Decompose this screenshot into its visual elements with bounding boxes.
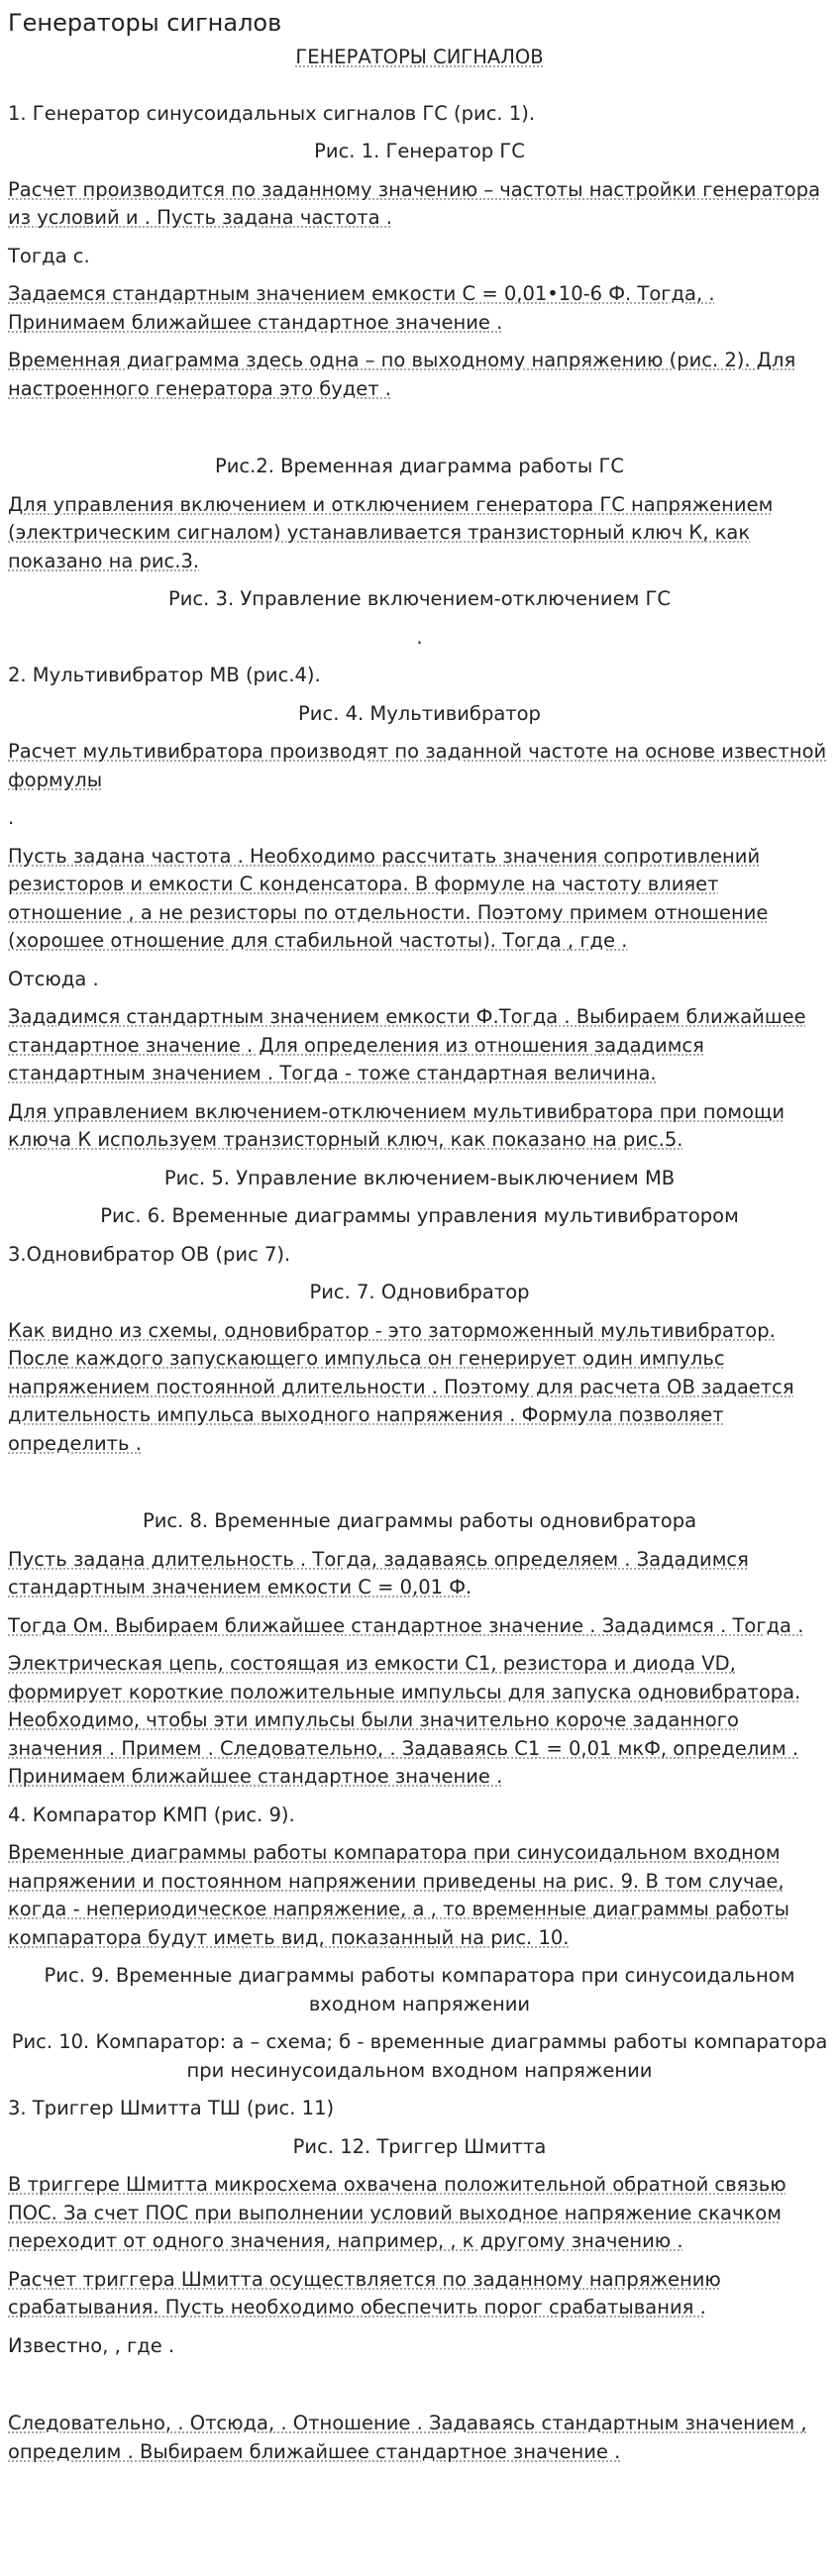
paragraph: В триггере Шмитта микросхема охвачена положительной обратной связью ПОС. За счет ПОС при выполнении условий выходное напряжение скачком переходит от одного значения, например, , к другому значению . [8, 2173, 787, 2252]
figure-caption: Рис. 12. Триггер Шмитта [292, 2134, 547, 2158]
paragraph: Временные диаграммы работы компаратора при синусоидальном входном напряжении и постоянном напряжении приведены на рис. 9. В том случае, когда - непериодическое напряжение, а , то временные диаграммы работы компаратора будут иметь вид, показанный на рис. 10. [8, 1841, 789, 1949]
paragraph: 2. Мультивибратор МВ (рис.4). [8, 664, 321, 686]
paragraph: Для управления включением и отключением генератора ГС напряжением (электрическим сигналом) устанавливается транзисторный ключ К, как показано на рис.3. [8, 492, 774, 572]
figure-caption: Рис. 8. Временные диаграммы работы одновибратора [142, 1509, 697, 1532]
paragraph: . [8, 806, 15, 829]
paragraph: Расчет мультивибратора производят по заданной частоте на основе известной формулы [8, 740, 827, 791]
paragraph: Расчет производится по заданному значению – частоты настройки генератора из условий и . Пусть задана частота . [8, 177, 821, 229]
paragraph: Отсюда . [8, 967, 99, 990]
figure-caption: Рис. 3. Управление включением-отключением ГС [167, 587, 672, 610]
paragraph: Тогда Ом. Выбираем ближайшее стандартное значение . Зададимся . Тогда . [8, 1613, 804, 1637]
paragraph: Пусть задана частота . Необходимо рассчитать значения сопротивлений резисторов и емкости С конденсатора. В формуле на частоту влияет отношение , а не резисторы по отдельности. Поэтому примем отношение (хорошее отношение для стабильной частоты). Тогда , где . [8, 844, 769, 952]
paragraph: Следовательно, . Отсюда, . Отношение . Задаваясь стандартным значением , определим . Выбираем ближайшее стандартное значение . [8, 2412, 807, 2463]
paragraph: Расчет триггера Шмитта осуществляется по заданному напряжению срабатывания. Пусть необходимо обеспечить порог срабатывания . [8, 2267, 721, 2318]
paragraph: Тогда с. [8, 244, 90, 267]
paragraph: Задаемся стандартным значением емкости С = 0,01•10-6 Ф. Тогда, . Принимаем ближайшее стандартное значение . [8, 282, 715, 334]
figure-caption: Рис. 6. Временные диаграммы управления мультивибратором [100, 1204, 739, 1227]
paragraph: Электрическая цепь, состоящая из емкости С1, резистора и диода VD, формирует короткие положительные импульсы для запуска одновибратора. Необходимо, чтобы эти импульсы были значительно короче заданного значения . Примем . Следовательно, . Задаваясь С1 = 0,01 мкФ, определим . Принимаем ближайшее стандартное значение . [8, 1652, 801, 1788]
paragraph: Зададимся стандартным значением емкости Ф.Тогда . Выбираем ближайшее стандартное значение . Для определения из отношения зададимся стандартным значением . Тогда - тоже стандартная величина. [8, 1005, 806, 1084]
paragraph: Пусть задана длительность . Тогда, задаваясь определяем . Зададимся стандартным значением емкости С = 0,01 Ф. [8, 1547, 749, 1598]
paragraph: Временная диаграмма здесь одна – по выходному напряжению (рис. 2). Для настроенного генератора это будет . [8, 349, 796, 400]
paragraph: Как видно из схемы, одновибратор - это заторможенный мультивибратор. После каждого запускающего импульса он генерирует один импульс напряжением постоянной длительности . Поэтому для расчета ОВ задается длительность импульса выходного напряжения . Формула позволяет определить . [8, 1318, 794, 1455]
figure-caption: Рис.2. Временная диаграмма работы ГС [215, 455, 624, 477]
paragraph: . [416, 625, 423, 649]
paragraph: 1. Генератор синусоидальных сигналов ГС (рис. 1). [8, 101, 536, 125]
paragraph: 4. Компаратор КМП (рис. 9). [8, 1803, 295, 1826]
paragraph: Для управлением включением-отключением мультивибратора при помощи ключа К используем транзисторный ключ, как показано на рис.5. [8, 1099, 786, 1151]
paragraph: Известно, , где . [8, 2333, 175, 2357]
figure-caption: Рис. 5. Управление включением-выключением МВ [163, 1166, 676, 1189]
figure-caption: Рис. 1. Генератор ГС [314, 140, 525, 162]
figure-caption: Рис. 4. Мультивибратор [298, 701, 541, 725]
figure-caption: Рис. 7. Одновибратор [309, 1281, 530, 1303]
paragraph: 3.Одновибратор ОВ (рис 7). [8, 1242, 291, 1266]
figure-caption: Рис. 10. Компаратор: а – схема; б - временные диаграммы работы компаратора при несинусоидальном входном напряжении [11, 2030, 828, 2082]
figure-caption: Рис. 9. Временные диаграммы работы компаратора при синусоидальном входном напряжении [44, 1964, 795, 2015]
paragraph: 3. Триггер Шмитта ТШ (рис. 11) [8, 2097, 335, 2119]
page-title: Генераторы сигналов [8, 9, 282, 37]
section-heading: ГЕНЕРАТОРЫ СИГНАЛОВ [295, 46, 544, 68]
